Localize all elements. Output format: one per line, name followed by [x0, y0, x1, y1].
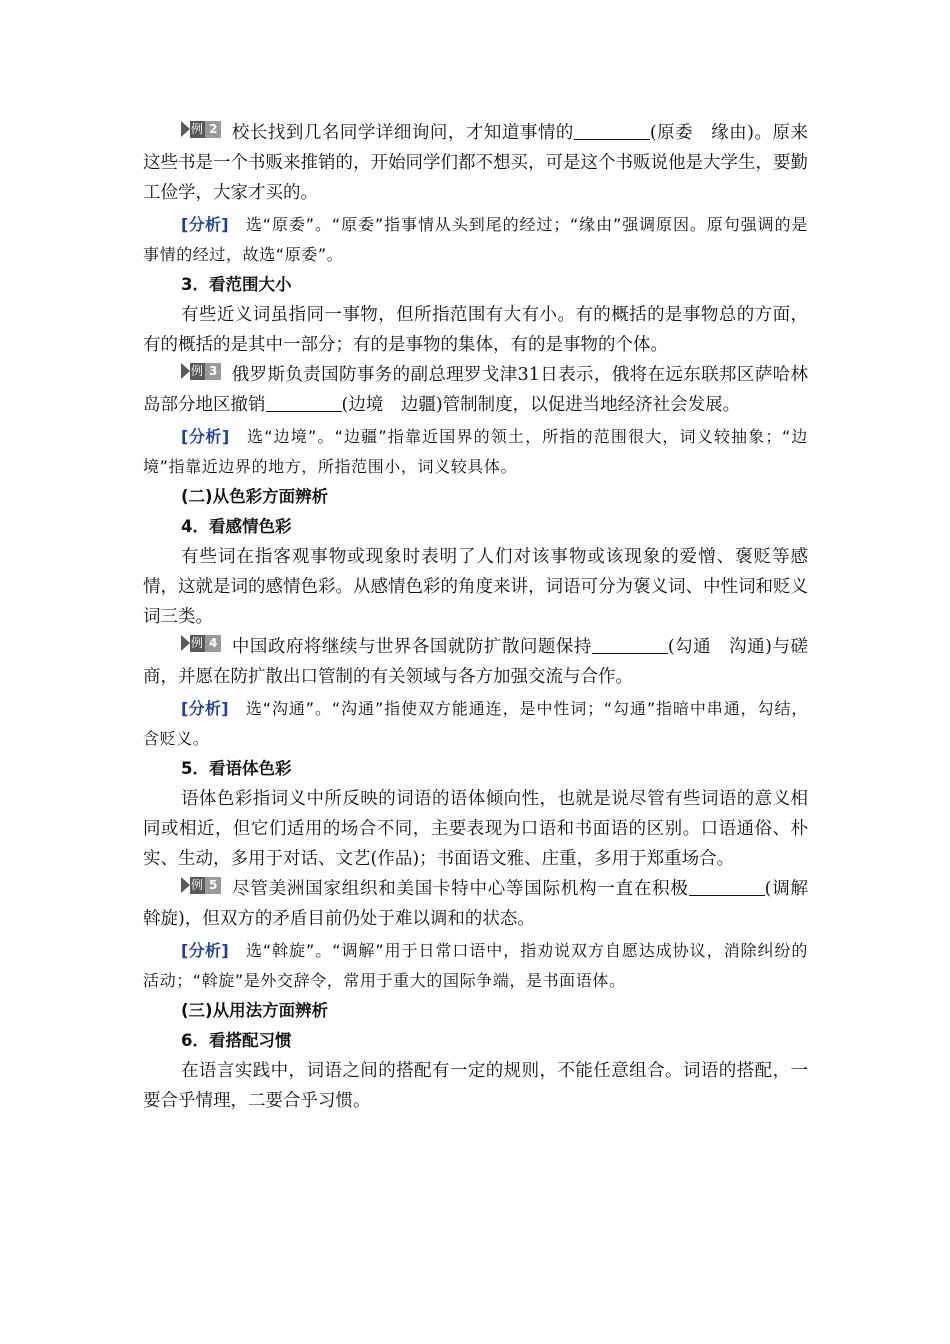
fill-blank [574, 121, 650, 140]
analysis-2: [分析] 选“原委”。“原委”指事情从头到尾的经过；“缘由”强调原因。原句强调的是事情的经过，故选“原委”。 [143, 215, 808, 264]
example-badge-4: 例 4 [181, 635, 221, 652]
fill-blank [266, 393, 342, 412]
paragraph-4: 有些词在指客观事物或现象时表明了人们对该事物或该现象的爱憎、褒贬等感情，这就是词的感情色彩。从感情色彩的角度来讲，词语可分为褒义词、中性词和贬义词三类。 [143, 547, 808, 627]
section-heading-color: (二)从色彩方面辨析 [181, 487, 329, 506]
example-3: 例 3 俄罗斯负责国防事务的副总理罗戈津31日表示，俄将在远东联邦区萨哈林岛部分地区撤销 (边境 边疆)管制制度，以促进当地经济社会发展。 [143, 363, 808, 415]
paragraph-6: 在语言实践中，词语之间的搭配有一定的规则，不能任意组合。词语的搭配，一要合乎情理，二要合乎习惯。 [143, 1061, 808, 1111]
example-4: 例 4 中国政府将继续与世界各国就防扩散问题保持 (勾通 沟通)与磋商，并愿在防扩散出口管制的有关领域与各方加强交流与合作。 [143, 635, 809, 687]
document-body [143, 118, 826, 1116]
example-badge-3: 例 3 [181, 363, 221, 380]
triangle-icon [181, 877, 190, 893]
triangle-icon [181, 363, 190, 379]
section-heading-usage: (三)从用法方面辨析 [181, 1001, 329, 1020]
section-heading-4: 4．看感情色彩 [181, 517, 292, 536]
example-2: 例 2 校长找到几名同学详细询问，才知道事情的 (原委 缘由)。原来这些书是一个书贩来推销的，开始同学们都不想买，可是这个书贩说他是大学生，要勤工俭学，大家才买的。 [143, 121, 809, 203]
analysis-3: [分析] 选“边境”。“边疆”指靠近国界的领土，所指的范围很大，词义较抽象；“边境”指靠近边界的地方，所指范围小，词义较具体。 [143, 427, 808, 476]
section-heading-5: 5．看语体色彩 [181, 759, 292, 778]
example-badge-5: 例 5 [181, 877, 221, 894]
paragraph-5: 语体色彩指词义中所反映的词语的语体倾向性，也就是说尽管有些词语的意义相同或相近，但它们适用的场合不同，主要表现为口语和书面语的区别。口语通俗、朴实、生动，多用于对话、文艺(作品)；书面语文雅、庄重，多用于郑重场合。 [143, 789, 808, 869]
example-5: 例 5 尽管美洲国家组织和美国卡特中心等国际机构一直在积极 (调解 斡旋)，但双方的矛盾目前仍处于难以调和的状态。 [143, 877, 826, 929]
paragraph-3: 有些近义词虽指同一事物，但所指范围有大有小。有的概括的是事物总的方面，有的概括的是其中一部分；有的是事物的集体，有的是事物的个体。 [143, 305, 808, 355]
analysis-5: [分析] 选“斡旋”。“调解”用于日常口语中，指劝说双方自愿达成协议，消除纠纷的活动；“斡旋”是外交辞令，常用于重大的国际争端，是书面语体。 [143, 941, 808, 990]
section-heading-3: 3．看范围大小 [181, 275, 292, 294]
fill-blank [689, 877, 765, 896]
triangle-icon [181, 121, 190, 137]
section-heading-6: 6．看搭配习惯 [181, 1031, 292, 1050]
fill-blank [592, 635, 668, 654]
analysis-4: [分析] 选“沟通”。“沟通”指使双方能通连，是中性词；“勾通”指暗中串通，勾结，含贬义。 [143, 699, 808, 748]
triangle-icon [181, 635, 190, 651]
example-badge-2: 例 2 [181, 121, 221, 138]
